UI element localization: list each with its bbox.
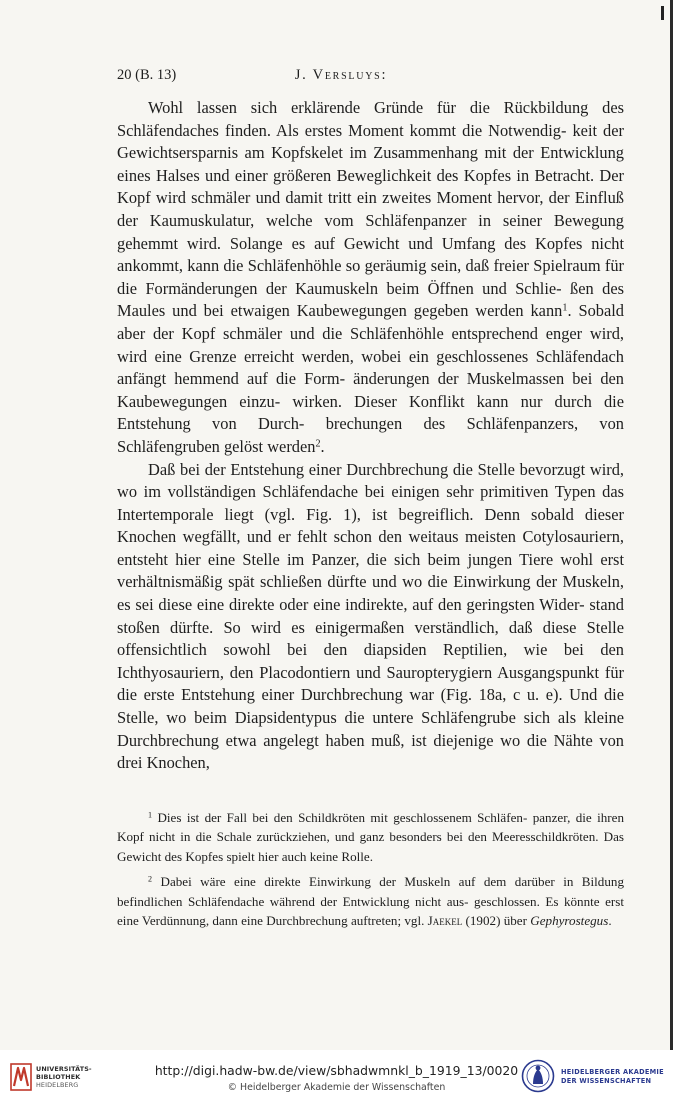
academy-seal-icon [521, 1059, 555, 1093]
running-header [117, 64, 565, 86]
ub-logo-text: UNIVERSITÄTS- BIBLIOTHEK HEIDELBERG [36, 1065, 92, 1089]
viewer-footer [0, 1050, 673, 1102]
main-text [117, 97, 624, 775]
permalink-url[interactable]: http://digi.hadw-bw.de/view/sbhadwmnkl_b_1919_13/0020 [154, 1063, 519, 1078]
academy-logo[interactable] [521, 1059, 669, 1095]
footnote: $^2$ Dabei wäre eine direkte Einwirkung der Muskeln auf dem darüber in Bildung befindlichen Schläfendache während der Entwicklung nicht aus- geschlossen. Es könnte erst eine Verdünnung, dann eine Durchbrechung auftreten; vgl. Jaekel (1902) über Gephyrostegus. [117, 874, 624, 929]
paragraph: Wohl lassen sich erklärende Gründe für die Rückbildung des Schläfendaches finden. Als erstes Moment kommt die Notwendig- keit der Gewichtsersparnis am Kopfskelet im Zusammenhang mit der Entwicklung eines Halses und einer größeren Beweglichkeit des Kopfes in Betracht. Der Kopf wird schmäler und damit tritt ein zweites Moment hervor, der Einfluß der Kaumuskulatur, welche vom Schläfenpanzer in seiner Bewegung gehemmt wird. Solange es auf Gewicht und Umfang des Kopfes nicht ankommt, kann die Schläfenhöhle so geräumig sein, daß freier Spielraum für die Formänderungen der Kaumuskeln beim Öffnen und Schlie- ßen des Maules und bei etwaigen Kaubewegungen gegeben werden kann$^1$. Sobald aber der Kopf schmäler und die Schläfenhöhle entsprechend enger wird, wird eine Grenze erreicht werden, wobei ein geschlossenes Schläfendach anfängt hemmend auf die Form- änderungen der Muskelmassen bei den Kaubewegungen einzu- wirken. Dieser Konflikt kann nur durch die Entstehung von Durch- brechungen des Schläfenpanzers, von Schläfengruben gelöst werden$^2$. [117, 98, 625, 456]
footnotes [117, 808, 624, 936]
footnote: $^1$ Dies ist der Fall bei den Schildkröten mit geschlossenem Schläfen- panzer, die ihren Kopf nicht in die Schale zurückziehen, und ganz besonders bei den Meeresschildkröten. Das Gewicht des Kopfes spielt hier auch keine Rolle. [117, 810, 624, 864]
copyright-notice: © Heidelberger Akademie der Wissenschaften [227, 1082, 446, 1093]
running-head-author: J. Versluys: [294, 67, 388, 83]
page-number: 20 (B. 13) [117, 67, 177, 83]
paragraph: Daß bei der Entstehung einer Durchbrechung die Stelle bevorzugt wird, wo im vollständigen Schläfendache bei einigen sehr primitiven Typen das Intertemporale liegt (vgl. Fig. 1), ist begreiflich. Denn sobald dieser Knochen wegfällt, und er fehlt schon den weitaus meisten Cotylosauriern, entsteht hier eine Stelle im Panzer, die sich beim jungen Tiere wohl erst verhältnismäßig spät schließen dürfte und wo die Einwirkung der Muskeln, es sei diese eine direkte oder eine indirekte, auf den geringsten Wider- stand stoßen dürfte. So wird es einigermaßen verständlich, daß diese Stelle offensichtlich sowohl bei den diapsiden Reptilien, wie bei den Ichthyosauriern, den Placodontiern und Sauropterygiern Ausgangspunkt für die erste Entstehung einer Durchbrechung war (Fig. 18a, c u. e). Und die Stelle, wo beim Diapsidentypus die untere Schläfengrube sich als kleine Durchbrechung etwa angelegt haben muß, ist diejenige wo die Nähte von drei Knochen, [117, 459, 625, 773]
scan-edge-mark [661, 6, 664, 20]
academy-logo-text: HEIDELBERGER AKADEMIE DER WISSENSCHAFTEN [561, 1068, 664, 1085]
